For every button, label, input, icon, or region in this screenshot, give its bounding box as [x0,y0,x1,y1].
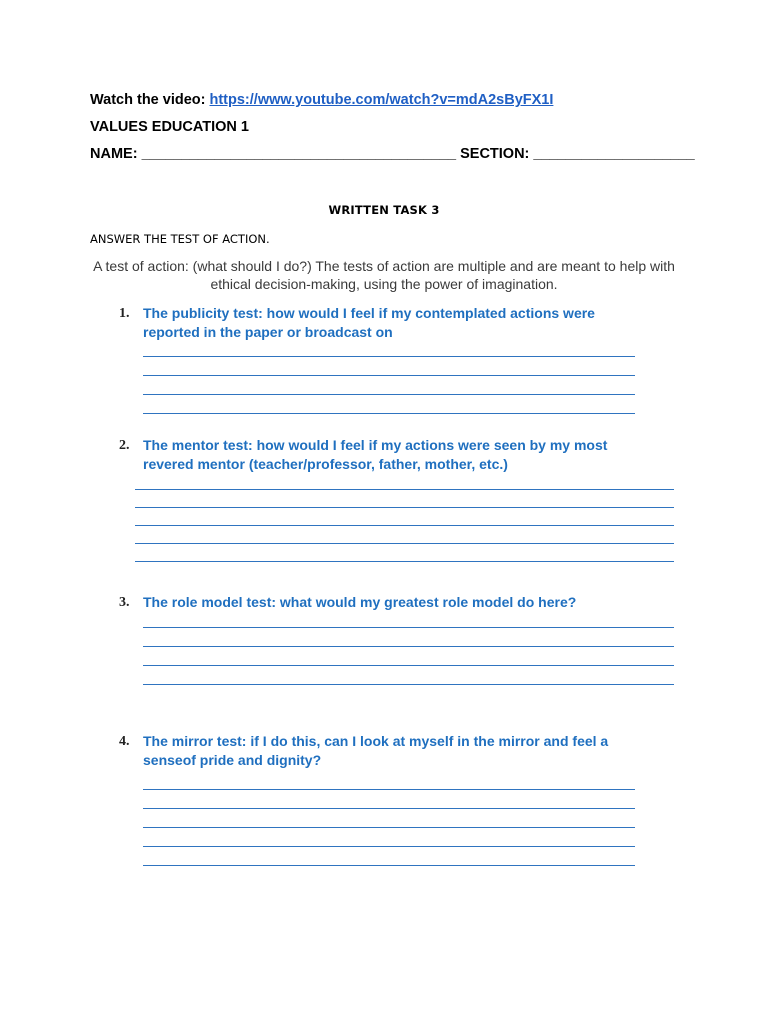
question-2-number: 2. [119,438,130,453]
answer-line[interactable] [135,543,674,544]
answer-line[interactable] [135,489,674,490]
question-1-text [143,304,595,342]
watch-video-line [90,92,553,108]
section-blank[interactable]: ____________________ [533,146,695,162]
answer-line[interactable] [143,627,674,628]
intro-paragraph [80,257,688,293]
answer-line[interactable] [143,865,635,866]
answer-line[interactable] [143,375,635,376]
answer-line[interactable] [143,646,674,647]
intro-line-1: A test of action: (what should I do?) The tests of action are multiple and are meant to help with [93,258,675,274]
intro-line-2: ethical decision-making, using the power of imagination. [210,276,558,292]
answer-line[interactable] [135,507,674,508]
answer-line[interactable] [143,808,635,809]
video-link[interactable]: https://www.youtube.com/watch?v=mdA2sByFX1I [209,92,554,108]
question-1-line-2: reported in the paper or broadcast on [143,324,393,340]
answer-line[interactable] [143,846,635,847]
task-title: WRITTEN TASK 3 [328,203,440,217]
answer-line[interactable] [143,684,674,685]
answer-line[interactable] [143,827,635,828]
answer-line[interactable] [143,789,635,790]
question-3-number: 3. [119,595,130,610]
question-4-line-2: senseof pride and dignity? [143,752,322,768]
question-3-text [143,593,576,612]
question-2-text [143,436,607,474]
question-1-line-1: The publicity test: how would I feel if my contemplated actions were [143,305,595,321]
instruction: ANSWER THE TEST OF ACTION. [90,232,270,246]
answer-line[interactable] [143,394,635,395]
section-label: SECTION: [456,146,534,162]
name-label: NAME: [90,146,142,162]
answer-line[interactable] [143,665,674,666]
watch-label: Watch the video: [90,92,210,108]
question-4-line-1: The mirror test: if I do this, can I look at myself in the mirror and feel a [143,733,609,749]
answer-line[interactable] [143,356,635,357]
name-blank[interactable]: _______________________________________ [141,146,457,162]
question-2-line-1: The mentor test: how would I feel if my actions were seen by my most [143,437,608,453]
course-title: VALUES EDUCATION 1 [90,119,249,135]
answer-line[interactable] [143,413,635,414]
question-2-line-2: revered mentor (teacher/professor, father, mother, etc.) [143,456,508,472]
answer-line[interactable] [135,561,674,562]
answer-line[interactable] [135,525,674,526]
question-1-number: 1. [119,306,130,321]
question-4-number: 4. [119,734,130,749]
question-3-line-1: The role model test: what would my greatest role model do here? [143,594,577,610]
name-section-line [90,146,695,162]
question-4-text [143,732,608,770]
